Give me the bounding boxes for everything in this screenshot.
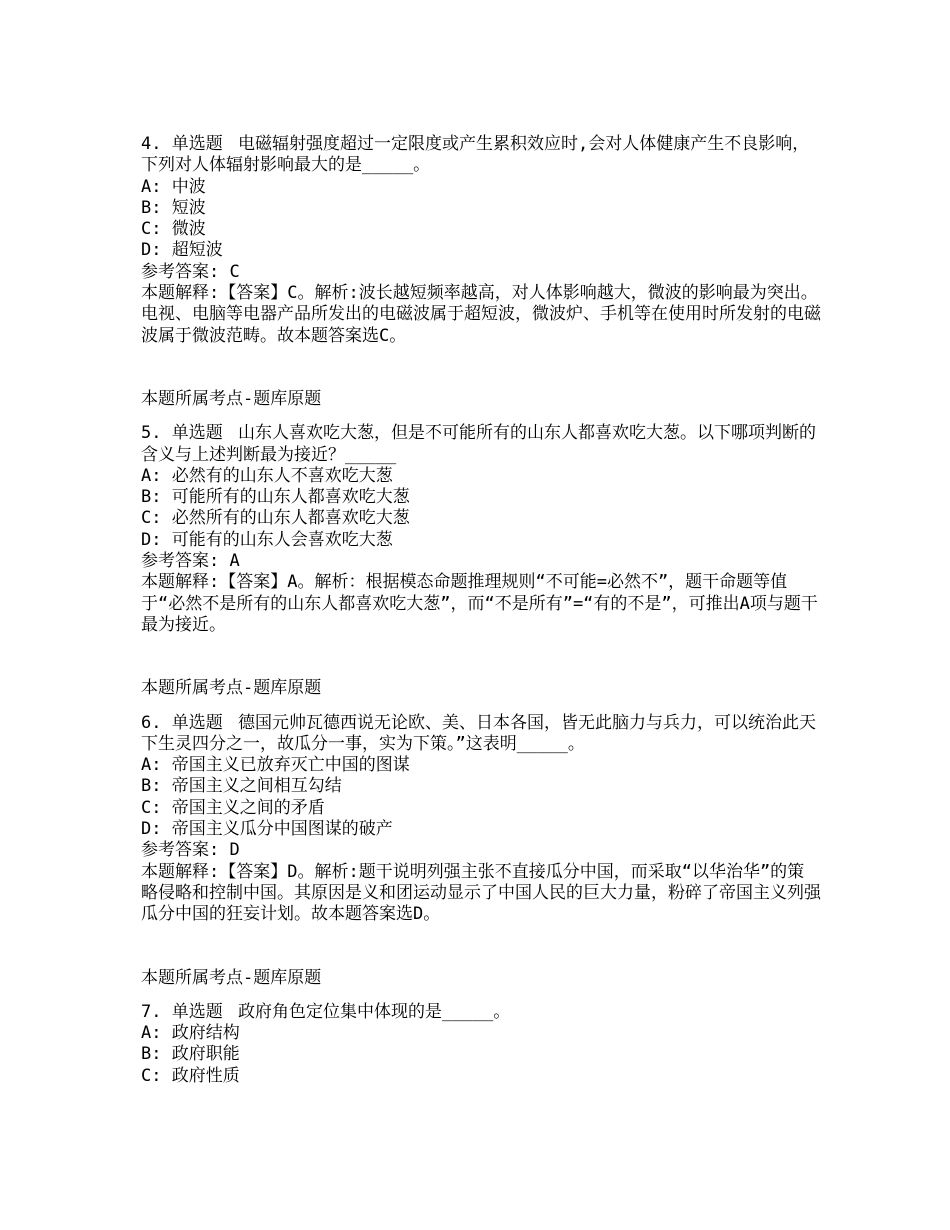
question-stem xyxy=(141,134,821,177)
topic-label: 本题所属考点-题库原题 xyxy=(141,678,322,699)
option-d: D: 帝国主义瓜分中国图谋的破产 xyxy=(141,819,393,840)
option-d: D: 可能有的山东人会喜欢吃大葱 xyxy=(141,529,393,550)
question-text: 德国元帅瓦德西说无论欧、美、日本各国，皆无此脑力与兵力，可以统治此天下生灵四分之一，故瓜分一事，实为下策。”这表明_____。 xyxy=(141,712,817,754)
question-text: 政府角色定位集中体现的是_____。 xyxy=(238,1001,511,1022)
question-6 xyxy=(141,713,821,926)
question-type: 单选题 xyxy=(171,134,223,154)
question-5 xyxy=(141,423,821,636)
reference-answer: 参考答案: A xyxy=(141,551,240,572)
question-number: 5. xyxy=(141,423,162,444)
option-a: A: 帝国主义已放弃灭亡中国的图谋 xyxy=(141,755,410,776)
question-text: 山东人喜欢吃大葱，但是不可能所有的山东人都喜欢吃大葱。以下哪项判断的含义与上述判断最为接近？_____ xyxy=(141,423,817,465)
question-number: 7. xyxy=(141,1001,162,1022)
question-stem xyxy=(141,713,821,756)
option-a: A: 政府结构 xyxy=(141,1023,240,1044)
explanation: 本题解释:【答案】D。解析:题干说明列强主张不直接瓜分中国，而采取“以华治华”的策略侵略和控制中国。其原因是义和团运动显示了中国人民的巨大力量，粉碎了帝国主义列强瓜分中国的狂妄计划。故本题答案选D。 xyxy=(141,861,821,925)
question-7 xyxy=(141,1002,821,1087)
document-page xyxy=(141,134,821,1087)
question-stem xyxy=(141,423,821,466)
topic-label: 本题所属考点-题库原题 xyxy=(141,967,322,988)
question-text: 电磁辐射强度超过一定限度或产生累积效应时,会对人体健康产生不良影响，下列对人体辐射影响最大的是_____。 xyxy=(141,134,810,176)
explanation: 本题解释:【答案】A。解析：根据模态命题推理规则“不可能=必然不”，题干命题等值于“必然不是所有的山东人都喜欢吃大葱”，而“不是所有”=“有的不是”，可推出A项与题干最为接近。 xyxy=(141,572,818,635)
option-d: D: 超短波 xyxy=(141,240,223,261)
option-c: C: 帝国主义之间的矛盾 xyxy=(141,797,325,818)
option-c: C: 微波 xyxy=(141,219,206,240)
option-b: B: 可能所有的山东人都喜欢吃大葱 xyxy=(141,487,410,508)
explanation: 本题解释:【答案】C。解析:波长越短频率越高，对人体影响越大，微波的影响最为突出。电视、电脑等电器产品所发出的电磁波属于超短波，微波炉、手机等在使用时所发射的电磁波属于微波范畴。故本题答案选C。 xyxy=(141,283,821,346)
question-type: 单选题 xyxy=(171,1001,223,1022)
option-a: A: 必然有的山东人不喜欢吃大葱 xyxy=(141,465,393,486)
question-number: 6. xyxy=(141,712,162,733)
question-type: 单选题 xyxy=(171,712,223,733)
question-number: 4. xyxy=(141,134,162,154)
option-c: C: 必然所有的山东人都喜欢吃大葱 xyxy=(141,508,410,529)
question-4 xyxy=(141,134,821,347)
option-b: B: 短波 xyxy=(141,197,206,218)
question-type: 单选题 xyxy=(171,423,223,444)
reference-answer: 参考答案: C xyxy=(141,261,240,282)
option-a: A: 中波 xyxy=(141,176,206,197)
question-stem xyxy=(141,1002,821,1023)
option-c: C: 政府性质 xyxy=(141,1065,240,1086)
reference-answer: 参考答案: D xyxy=(141,840,240,861)
option-b: B: 帝国主义之间相互勾结 xyxy=(141,776,342,797)
option-b: B: 政府职能 xyxy=(141,1044,240,1065)
topic-label: 本题所属考点-题库原题 xyxy=(141,388,322,409)
